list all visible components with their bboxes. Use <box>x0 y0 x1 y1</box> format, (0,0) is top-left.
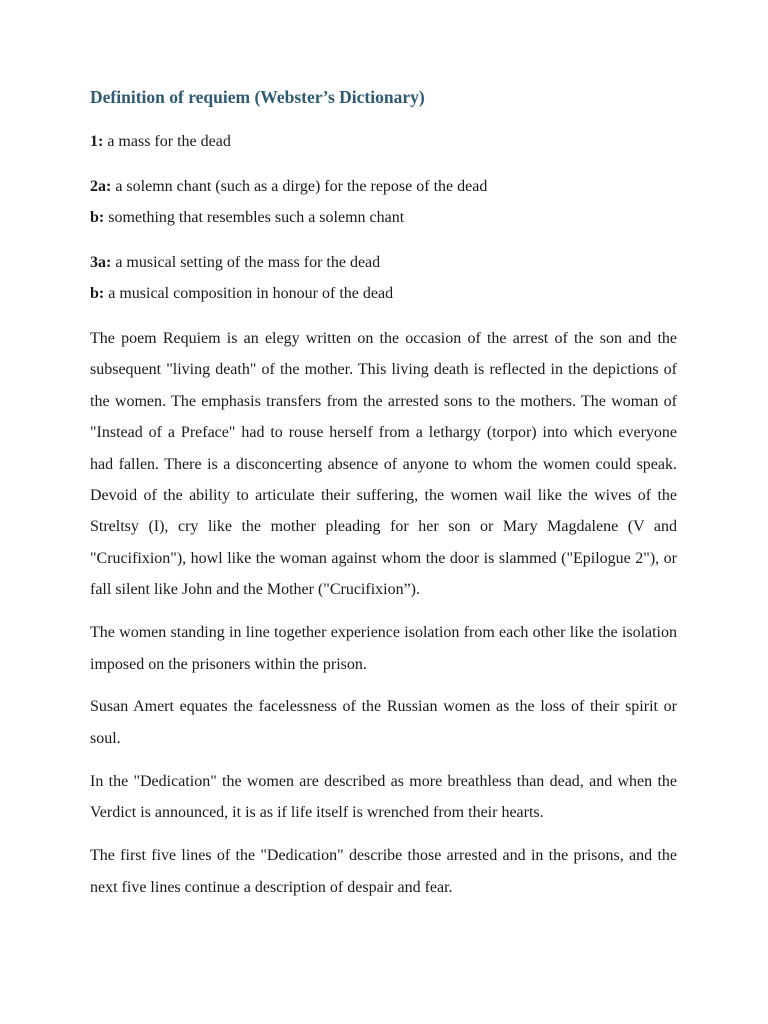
definition-text: a musical setting of the mass for the dead <box>111 254 381 271</box>
body-paragraph-4: In the "Dedication" the women are described as more breathless than dead, and when the Verdict is announced, it is as if life itself is wrenched from their hearts. <box>90 772 677 822</box>
definition-number: 3a: <box>90 254 112 271</box>
document-page <box>90 84 677 914</box>
body-paragraph-5: The first five lines of the "Dedication" describe those arrested and in the prisons, and the next five lines continue a description of despair and fear. <box>90 847 677 896</box>
definition-text: a mass for the dead <box>103 133 231 150</box>
definition-number: b: <box>90 285 105 302</box>
definition-line <box>90 126 677 157</box>
definition-text: a musical composition in honour of the dead <box>104 285 394 302</box>
body-paragraph-2: The women standing in line together experience isolation from each other like the isolation imposed on the prisoners within the prison. <box>90 624 677 673</box>
definition-1 <box>90 126 677 157</box>
definition-line <box>90 202 677 233</box>
definitions-list <box>90 126 677 309</box>
body-paragraph-3: Susan Amert equates the facelessness of the Russian women as the loss of their spirit or soul. <box>90 698 677 747</box>
definition-text: something that resembles such a solemn chant <box>104 209 405 226</box>
definition-line <box>90 171 677 202</box>
definition-line <box>90 278 677 309</box>
definition-3 <box>90 247 677 309</box>
document-heading: Definition of requiem (Webster’s Dictionary) <box>90 87 425 107</box>
definition-number: b: <box>90 209 105 226</box>
definition-text: a solemn chant (such as a dirge) for the repose of the dead <box>111 178 488 195</box>
definition-line <box>90 247 677 278</box>
definition-number: 2a: <box>90 178 112 195</box>
definition-number: 1: <box>90 133 104 150</box>
definition-2 <box>90 171 677 233</box>
body-paragraph-1: The poem Requiem is an elegy written on the occasion of the arrest of the son and the subsequent "living death" of the mother. This living death is reflected in the depictions of the women. The emphasis transfers from the arrested sons to the mothers. The woman of "Instead of a Preface" had to rouse herself from a lethargy (torpor) into which everyone had fallen. There is a disconcerting absence of anyone to whom the women could speak. Devoid of the ability to articulate their suffering, the women wail like the wives of the Streltsy (I), cry like the mother pleading for her son or Mary Magdalene (V and "Crucifixion"), howl like the woman against whom the door is slammed ("Epilogue 2"), or fall silent like John and the Mother ("Crucifixion”). <box>90 330 677 599</box>
